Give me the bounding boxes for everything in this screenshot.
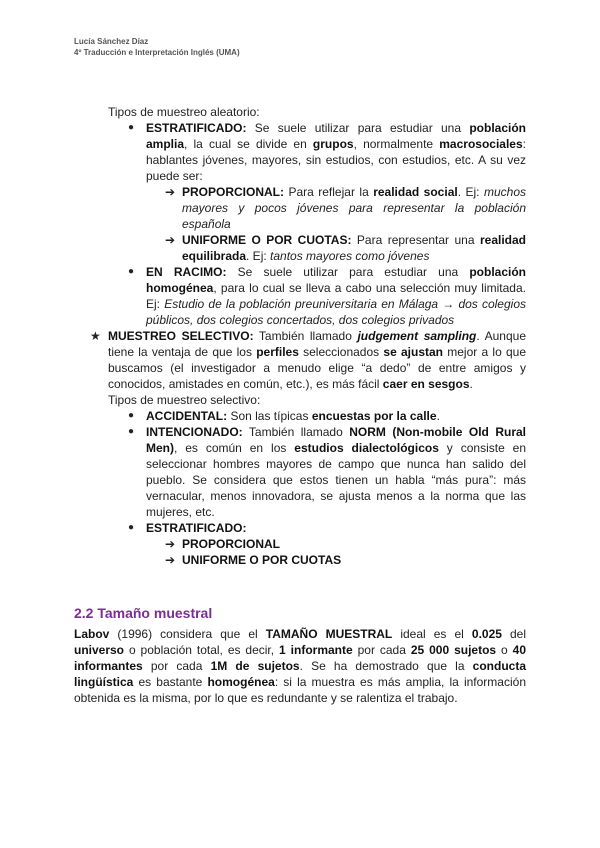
- list-item-proporcional: ➔ PROPORCIONAL: Para reflejar la realidad social. Ej: muchos mayores y pocos jóvenes para representar la población española: [165, 185, 526, 231]
- list-item-sub-proporcional: ➔ PROPORCIONAL: [165, 537, 281, 551]
- list-item-accidental: ● ACCIDENTAL: Son las típicas encuestas por la calle.: [128, 409, 440, 423]
- aleatorio-intro: Tipos de muestreo aleatorio:: [108, 105, 260, 119]
- document-body: [74, 104, 526, 706]
- list-item-uniforme: ➔ UNIFORME O POR CUOTAS: Para representar una realidad equilibrada. Ej: tantos mayores como jóvenes: [165, 233, 527, 263]
- list-item-sub-uniforme: ➔ UNIFORME O POR CUOTAS: [165, 553, 342, 567]
- course-name: 4º Traducción e Interpretación Inglés (UMA): [74, 48, 240, 57]
- arrow-icon: ➔: [165, 185, 176, 199]
- bullet-dot-icon: ●: [128, 426, 135, 437]
- list-item-estratificado: ● ESTRATIFICADO: Se suele utilizar para estudiar una población amplia, la cual se divide en grupos, normalmente macrosociales: hablantes jóvenes, mayores, sin estudios, con estudios, etc. A su vez puede ser:: [128, 121, 526, 183]
- arrow-icon: ➔: [165, 233, 176, 247]
- list-item-estratificado-selectivo: ● ESTRATIFICADO:: [128, 521, 247, 535]
- list-item-selectivo: ★ MUESTREO SELECTIVO: También llamado judgement sampling. Aunque tiene la ventaja de que los perfiles seleccionados se ajustan mejor a lo que buscamos (el investigador a menudo elige “a dedo” de entre amigos y conocidos, amistades en común, etc.), es más fácil caer en sesgos.: [90, 329, 526, 391]
- arrow-icon: ➔: [165, 553, 176, 567]
- arrow-icon: ➔: [165, 537, 176, 551]
- bullet-dot-icon: ●: [128, 522, 135, 533]
- selectivo-intro: Tipos de muestreo selectivo:: [108, 393, 261, 407]
- list-item-intencionado: ● INTENCIONADO: También llamado NORM (Non-mobile Old Rural Men), es común en los estudios dialectológicos y consiste en seleccionar hombres mayores de campo que nunca han salido del pueblo. Se considera que estos tienen un habla “más pura”: más vernacular, menos innovadora, se ajusta menos a la norma que las mujeres, etc.: [128, 425, 527, 519]
- bullet-dot-icon: ●: [128, 410, 135, 421]
- page-header: [74, 36, 240, 58]
- section-paragraph: Labov (1996) considera que el TAMAÑO MUESTRAL ideal es el 0.025 del universo o población total, es decir, 1 informante por cada 25 000 sujetos o 40 informantes por cada 1M de sujetos. Se ha demostrado que la conducta lingüística es bastante homogénea: si la muestra es más amplia, la información obtenida es la misma, por lo que es redundante y se ralentiza el trabajo.: [74, 627, 527, 705]
- bullet-dot-icon: ●: [128, 122, 135, 133]
- list-item-racimo: ● EN RACIMO: Se suele utilizar para estudiar una población homogénea, para lo cual se lleva a cabo una selección muy limitada. Ej: Estudio de la población preuniversitaria en Málaga → dos colegios públicos, dos colegios concertados, dos colegios privados: [128, 265, 526, 327]
- bullet-dot-icon: ●: [128, 266, 135, 277]
- author-name: Lucía Sánchez Díaz: [74, 37, 149, 46]
- star-icon: ★: [90, 329, 101, 343]
- section-title: 2.2 Tamaño muestral: [74, 605, 213, 621]
